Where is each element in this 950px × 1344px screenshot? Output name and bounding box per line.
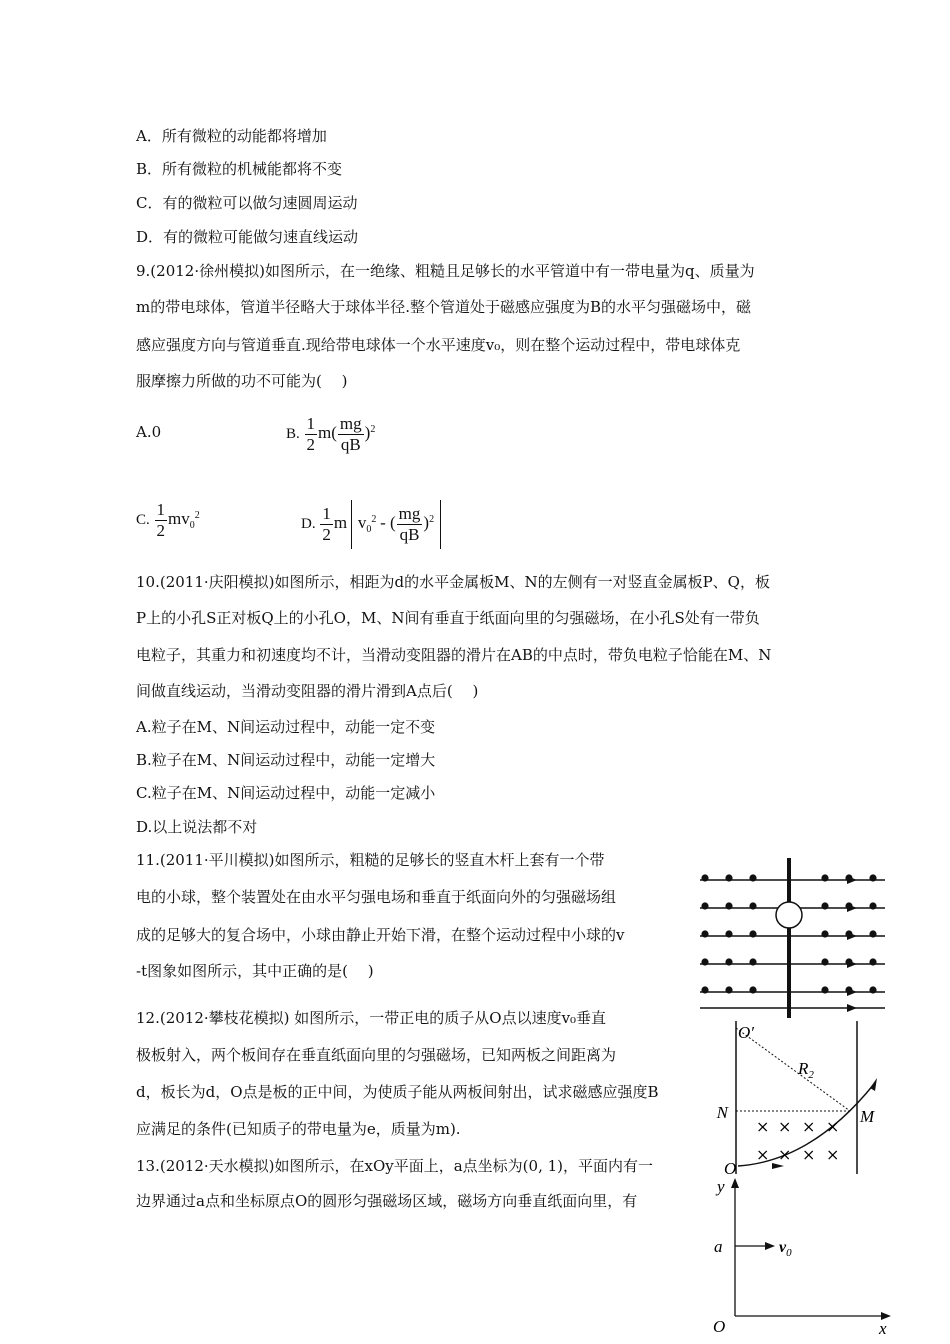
q10-line-4: 间做直线运动，当滑动变阻器的滑片滑到A点后( ) bbox=[136, 682, 479, 700]
field-dot bbox=[869, 958, 876, 965]
field-dot bbox=[701, 902, 708, 909]
field-dot bbox=[749, 958, 756, 965]
fraction-half: $\frac{1}{2}$ bbox=[322, 504, 331, 544]
q11-line-1: 11.(2011·平川模拟)如图所示，粗糙的足够长的竖直木杆上套有一个带 bbox=[136, 851, 605, 869]
field-dot bbox=[701, 986, 708, 993]
cross-mark: × bbox=[802, 1145, 816, 1164]
magnetic-field-crosses bbox=[756, 1117, 839, 1164]
field-dot bbox=[845, 930, 852, 937]
field-dot bbox=[845, 986, 852, 993]
cross-mark: × bbox=[802, 1117, 816, 1136]
q10-option-d: D.以上说法都不对 bbox=[136, 818, 258, 836]
label-n: N bbox=[716, 1103, 728, 1122]
label-m: M bbox=[860, 1107, 875, 1126]
q10-option-c: C.粒子在M、N间运动过程中，动能一定减小 bbox=[136, 784, 436, 802]
label-a: a bbox=[714, 1237, 723, 1256]
field-dot bbox=[845, 902, 852, 909]
label-o-prime: O′ bbox=[738, 1023, 754, 1042]
field-dot bbox=[701, 874, 708, 881]
q10-line-3: 电粒子，其重力和初速度均不计，当滑动变阻器的滑片在AB的中点时，带负电粒子恰能在M、N bbox=[136, 646, 772, 664]
q8-option-d: D．有的微粒可能做匀速直线运动 bbox=[136, 228, 359, 246]
y-axis-arrow-icon bbox=[731, 1178, 739, 1188]
field-dot bbox=[869, 986, 876, 993]
field-dot bbox=[821, 874, 828, 881]
trajectory-arrow-icon bbox=[870, 1078, 877, 1091]
fraction-half: $\frac{1}{2}$ bbox=[156, 500, 166, 540]
field-dot bbox=[821, 986, 828, 993]
label-o: O bbox=[724, 1159, 737, 1178]
field-dot bbox=[869, 874, 876, 881]
field-dot bbox=[749, 930, 756, 937]
q9-option-b-label: B. bbox=[286, 425, 300, 442]
fraction-half: $\frac{1}{2}$ bbox=[306, 414, 316, 454]
cross-mark: × bbox=[826, 1117, 840, 1136]
q8-option-b: B．所有微粒的机械能都将不变 bbox=[136, 160, 343, 178]
q12-line-3: d，板长为d，O点是板的正中间，为使质子能从两板间射出，试求磁感应强度B bbox=[136, 1083, 659, 1101]
field-dot bbox=[869, 930, 876, 937]
q9-option-d: D. $\frac{1}{2}$ m $v_0^2$ - ( $\frac{mg}{qB}$ )$^2$ bbox=[301, 500, 441, 549]
label-r2: $R_2$ bbox=[798, 1059, 814, 1081]
q10-line-1: 10.(2011·庆阳模拟)如图所示，相距为d的水平金属板M、N的左侧有一对竖直金属板P、Q，板 bbox=[136, 573, 770, 591]
q12-line-4: 应满足的条件(已知质子的带电量为e，质量为m). bbox=[136, 1120, 461, 1138]
q9-line-1: 9.(2012·徐州模拟)如图所示，在一绝缘、粗糙且足够长的水平管道中有一带电量为q、质量为 bbox=[136, 262, 755, 280]
q11-line-2: 电的小球，整个装置处在由水平匀强电场和垂直于纸面向外的匀强磁场组 bbox=[136, 888, 617, 906]
figure-q11-field bbox=[695, 858, 895, 1026]
field-dot bbox=[821, 902, 828, 909]
label-v0: $v_0$ bbox=[779, 1239, 792, 1259]
field-dot bbox=[725, 986, 732, 993]
cross-mark: × bbox=[778, 1145, 792, 1164]
q11-line-4: -t图象如图所示，其中正确的是( ) bbox=[136, 962, 374, 980]
label-y: y bbox=[717, 1177, 725, 1196]
cross-mark: × bbox=[756, 1117, 770, 1136]
q10-option-b: B.粒子在M、N间运动过程中，动能一定增大 bbox=[136, 751, 436, 769]
fraction-mg-qb: $\frac{mg}{qB}$ bbox=[339, 414, 362, 454]
fraction-mg-qb: $\frac{mg}{qB}$ bbox=[398, 504, 421, 544]
q9-line-3: 感应强度方向与管道垂直.现给带电球体一个水平速度v₀，则在整个运动过程中，带电球体克 bbox=[136, 336, 741, 354]
q9-option-a: A.0 bbox=[136, 423, 162, 441]
q10-option-a: A.粒子在M、N间运动过程中，动能一定不变 bbox=[136, 718, 436, 736]
q9-line-2: m的带电球体，管道半径略大于球体半径.整个管道处于磁感应强度为B的水平匀强磁场中，磁 bbox=[136, 298, 752, 316]
field-dot bbox=[725, 930, 732, 937]
q12-line-2: 极板射入，两个板间存在垂直纸面向里的匀强磁场，已知两板之间距离为 bbox=[136, 1046, 617, 1064]
label-x: x bbox=[879, 1319, 887, 1338]
field-dot bbox=[845, 874, 852, 881]
q11-line-3: 成的足够大的复合场中，小球由静止开始下滑，在整个运动过程中小球的v bbox=[136, 926, 625, 944]
q10-line-2: P上的小孔S正对板Q上的小孔O，M、N间有垂直于纸面向里的匀强磁场，在小孔S处有一带负 bbox=[136, 609, 760, 627]
charged-ball bbox=[776, 902, 802, 928]
q13-line-2: 边界通过a点和坐标原点O的圆形匀强磁场区域，磁场方向垂直纸面向里，有 bbox=[136, 1192, 638, 1210]
field-dot bbox=[845, 958, 852, 965]
q8-option-a: A．所有微粒的动能都将增加 bbox=[136, 127, 327, 145]
bracket-expression: $v_0^2$ - ( $\frac{mg}{qB}$ )$^2$ bbox=[351, 500, 441, 549]
field-dot bbox=[749, 986, 756, 993]
cross-mark: × bbox=[756, 1145, 770, 1164]
label-o: O bbox=[713, 1317, 726, 1336]
field-dot bbox=[821, 930, 828, 937]
field-dot bbox=[725, 958, 732, 965]
q8-option-c: C．有的微粒可以做匀速圆周运动 bbox=[136, 194, 358, 212]
q12-line-1: 12.(2012·攀枝花模拟) 如图所示，一带正电的质子从O点以速度v₀垂直 bbox=[136, 1009, 607, 1027]
field-dot bbox=[725, 874, 732, 881]
velocity-arrow-icon bbox=[765, 1242, 775, 1250]
figure-q13-axes bbox=[705, 1176, 895, 1340]
q9-line-4: 服摩擦力所做的功不可能为( ) bbox=[136, 372, 348, 390]
field-dot bbox=[725, 902, 732, 909]
q9-option-c: C. $\frac{1}{2}$ $mv_0^2$ bbox=[136, 500, 200, 540]
q9-option-c-label: C. bbox=[136, 511, 150, 528]
q9-option-b: B. $\frac{1}{2}$ m( $\frac{mg}{qB}$ )$^2$ bbox=[286, 414, 376, 454]
cross-mark: × bbox=[778, 1117, 792, 1136]
figure-q12-plates bbox=[702, 1016, 887, 1178]
field-dot bbox=[821, 958, 828, 965]
cross-mark: × bbox=[826, 1145, 840, 1164]
q13-line-1: 13.(2012·天水模拟)如图所示，在xOy平面上，a点坐标为(0, 1)，平面内有一 bbox=[136, 1157, 654, 1175]
field-dot bbox=[749, 902, 756, 909]
field-dot bbox=[869, 902, 876, 909]
field-dot bbox=[749, 874, 756, 881]
field-dot bbox=[701, 930, 708, 937]
field-dot bbox=[701, 958, 708, 965]
q9-option-d-label: D. bbox=[301, 515, 316, 532]
